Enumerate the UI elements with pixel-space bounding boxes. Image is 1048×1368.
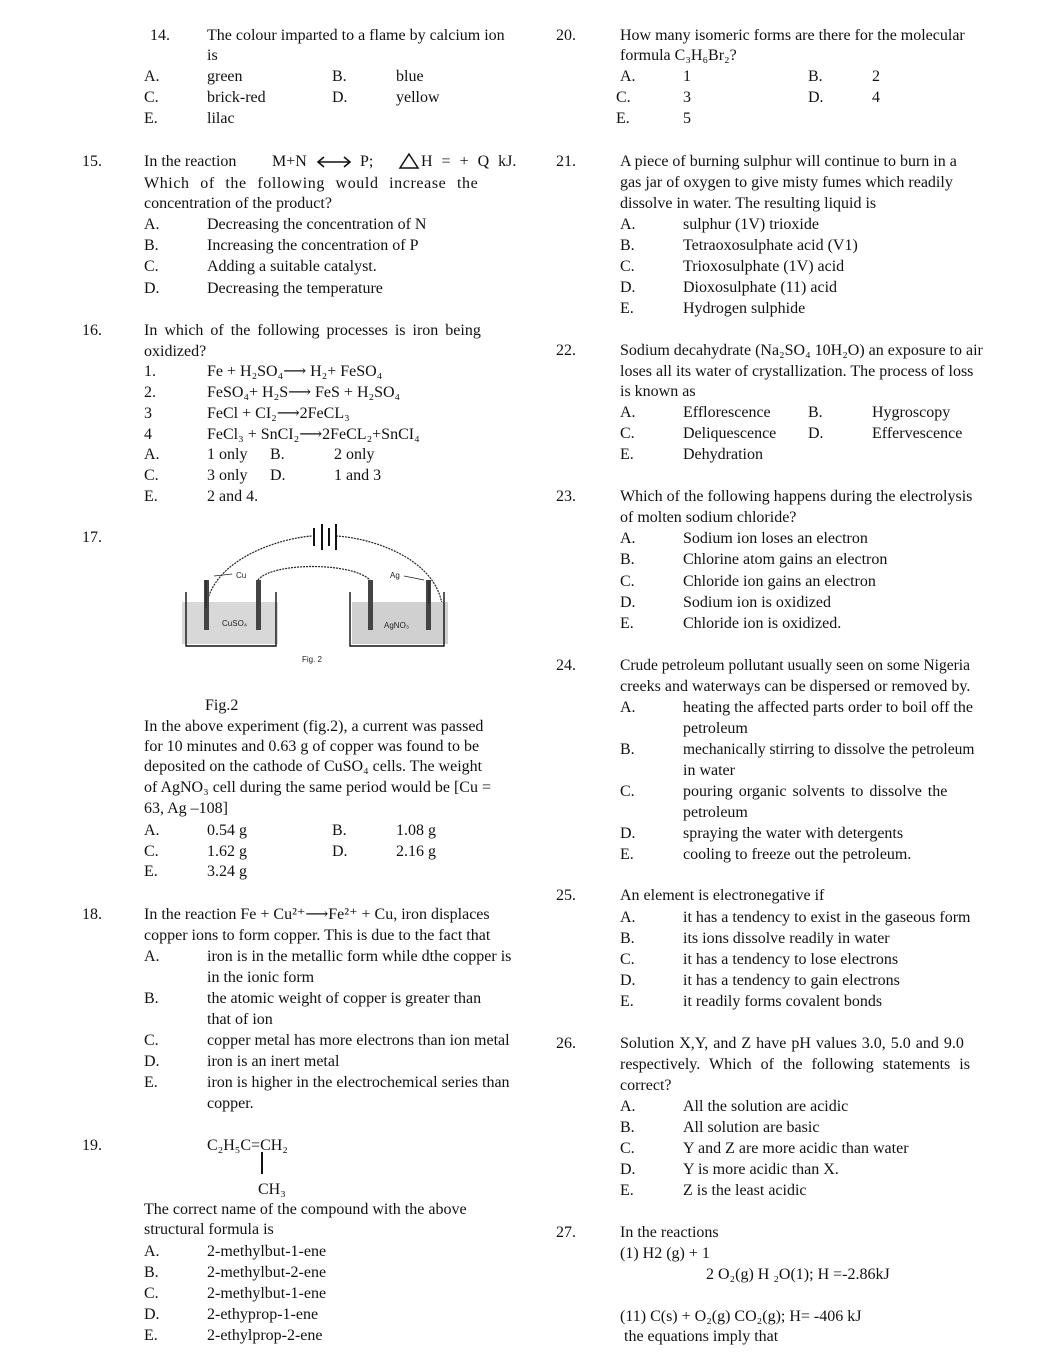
question-number: 25. (556, 887, 576, 904)
option-text: 1.08 g (396, 822, 436, 839)
option-letter: E. (144, 1074, 158, 1091)
option-text: Dehydration (683, 446, 763, 463)
item-number: 2. (144, 384, 156, 401)
question-stem: structural formula is (144, 1221, 274, 1238)
equilibrium-arrow-icon (314, 154, 354, 170)
item-equation: Fe + H₂SO₄⟶ H₂+ FeSO₄ (207, 363, 383, 380)
option-text: 1 (683, 68, 691, 85)
question-number: 19. (82, 1137, 102, 1154)
option-text: All solution are basic (683, 1119, 820, 1136)
question-stem: correct? (620, 1077, 672, 1094)
option-letter: A. (620, 216, 636, 233)
option-letter: E. (144, 488, 158, 505)
option-letter: B. (332, 822, 347, 839)
option-letter: C. (144, 258, 159, 275)
option-letter: B. (620, 551, 635, 568)
option-text: sulphur (1V) trioxide (683, 216, 819, 233)
option-text: Y is more acidic than X. (683, 1161, 839, 1178)
option-text: mechanically stirring to dissolve the petroleum (683, 741, 975, 758)
item-number: 4 (144, 426, 152, 443)
option-text: Dioxosulphate (11) acid (683, 279, 838, 296)
option-text: Chloride ion gains an electron (683, 573, 876, 590)
question-number: 23. (556, 488, 576, 505)
question-number: 18. (82, 906, 102, 923)
option-text: iron is in the metallic form while dthe copper is (207, 948, 512, 965)
option-text: green (207, 68, 243, 85)
option-text: petroleum (683, 804, 748, 821)
option-letter: C. (144, 89, 159, 106)
option-letter: A. (620, 909, 636, 926)
equation-line: (11) C(s) + O₂(g) CO₂(g); H= -406 kJ (620, 1308, 862, 1325)
option-letter: A. (620, 530, 636, 547)
question-stem: In which of the following processes is iron being (144, 322, 481, 339)
question-stem: An element is electronegative if (620, 887, 825, 904)
option-letter: A. (144, 948, 160, 965)
option-letter: D. (620, 1161, 636, 1178)
option-letter: C. (620, 1140, 635, 1157)
option-text: brick-red (207, 89, 266, 106)
option-text: 2.16 g (396, 843, 436, 860)
option-text: Sodium ion loses an electron (683, 530, 868, 547)
question-stem: In the reactions (620, 1224, 719, 1241)
option-letter: C. (144, 1032, 159, 1049)
question-stem: is (207, 47, 218, 64)
question-stem: Sodium decahydrate (Na₂SO₄ 10H₂O) an exposure to air (620, 342, 983, 359)
option-text: it has a tendency to exist in the gaseous form (683, 909, 971, 926)
option-text: Hydrogen sulphide (683, 300, 806, 317)
option-letter: C. (620, 258, 635, 275)
question-number: 24. (556, 657, 576, 674)
option-text: 2-methylbut-1-ene (207, 1285, 327, 1302)
option-text: 0.54 g (207, 822, 247, 839)
option-letter: E. (620, 846, 634, 863)
option-letter: E. (620, 300, 634, 317)
option-letter: E. (616, 110, 630, 127)
option-letter: A. (144, 216, 160, 233)
equation-line: 2 O₂(g) H ₂O(1); H =-2.86kJ (706, 1266, 890, 1283)
label-cu: Cu (236, 571, 247, 580)
option-letter: E. (620, 615, 634, 632)
option-text: its ions dissolve readily in water (683, 930, 890, 947)
enthalpy-text: H = + Q kJ. (421, 153, 517, 170)
option-text: Hygroscopy (872, 404, 951, 421)
question-number: 20. (556, 27, 576, 44)
option-letter: A. (144, 446, 160, 463)
option-text: pouring organic solvents to dissolve the (683, 783, 948, 800)
question-stem: A piece of burning sulphur will continue to burn in a (620, 153, 957, 170)
option-letter: C. (144, 1285, 159, 1302)
item-number: 1. (144, 363, 156, 380)
option-letter: A. (620, 68, 636, 85)
option-letter: B. (270, 446, 285, 463)
option-letter: D. (620, 825, 636, 842)
option-text: Y and Z are more acidic than water (683, 1140, 909, 1157)
option-text: 2-methylbut-1-ene (207, 1243, 327, 1260)
question-stem: creeks and waterways can be dispersed or removed by. (620, 678, 971, 695)
option-text: spraying the water with detergents (683, 825, 904, 842)
question-stem: The correct name of the compound with the above (144, 1201, 467, 1218)
question-stem: for 10 minutes and 0.63 g of copper was found to be (144, 738, 480, 755)
option-text: 3.24 g (207, 863, 247, 880)
item-equation: FeCl₃ + SnCI₂⟶2FeCL₂+SnCI₄ (207, 426, 420, 443)
option-letter: E. (620, 446, 634, 463)
option-letter: D. (620, 972, 636, 989)
option-letter: D. (332, 89, 348, 106)
option-letter: C. (616, 89, 631, 106)
option-text: Efflorescence (683, 404, 771, 421)
option-letter: E. (144, 110, 158, 127)
option-text: 1.62 g (207, 843, 247, 860)
question-number: 15. (82, 153, 102, 170)
option-letter: A. (144, 68, 160, 85)
option-letter: D. (808, 89, 824, 106)
option-letter: B. (332, 68, 347, 85)
option-text: Decreasing the concentration of N (207, 216, 427, 233)
option-text: heating the affected parts order to boil off the (683, 699, 973, 716)
option-text: that of ion (207, 1011, 273, 1028)
option-letter: E. (620, 1182, 634, 1199)
question-number: 21. (556, 153, 576, 170)
option-text: it has a tendency to lose electrons (683, 951, 899, 968)
option-text: Chlorine atom gains an electron (683, 551, 888, 568)
question-stem: dissolve in water. The resulting liquid is (620, 195, 877, 212)
question-number: 14. (150, 27, 170, 44)
option-text: Decreasing the temperature (207, 280, 383, 297)
option-letter: B. (620, 741, 635, 758)
option-text: Increasing the concentration of P (207, 237, 419, 254)
question-stem: In the reaction (144, 153, 237, 170)
option-letter: A. (620, 699, 636, 716)
option-text: Effervescence (872, 425, 963, 442)
option-letter: E. (144, 863, 158, 880)
question-stem: respectively. Which of the following statements is (620, 1056, 970, 1073)
option-letter: C. (620, 573, 635, 590)
option-letter: B. (808, 404, 823, 421)
question-stem: loses all its water of crystallization. The process of loss (620, 363, 974, 380)
option-letter: C. (620, 783, 635, 800)
option-letter: B. (144, 990, 159, 1007)
option-text: 1 and 3 (334, 467, 382, 484)
question-number: 22. (556, 342, 576, 359)
option-letter: B. (620, 1119, 635, 1136)
question-stem: deposited on the cathode of CuSO₄ cells. The weight (144, 758, 483, 775)
option-text: 4 (872, 89, 880, 106)
option-text: All the solution are acidic (683, 1098, 849, 1115)
option-text: in water (683, 762, 735, 779)
label-cuso4: CuSO₄ (222, 619, 248, 628)
option-text: iron is an inert metal (207, 1053, 340, 1070)
label-ag: Ag (390, 571, 400, 580)
option-text: Deliquescence (683, 425, 777, 442)
question-stem: is known as (620, 383, 696, 400)
question-stem: The colour imparted to a flame by calcium ion (207, 27, 505, 44)
question-stem: copper ions to form copper. This is due to the fact that (144, 927, 491, 944)
question-stem: 63, Ag –108] (144, 800, 228, 817)
question-stem: In the reaction Fe + Cu²⁺⟶Fe²⁺ + Cu, iron displaces (144, 906, 490, 923)
figure-caption: Fig.2 (205, 697, 239, 714)
option-text: 2 and 4. (207, 488, 259, 505)
option-text: it readily forms covalent bonds (683, 993, 883, 1010)
option-text: the atomic weight of copper is greater than (207, 990, 482, 1007)
option-letter: C. (144, 467, 159, 484)
question-stem: formula C₃H₆Br₂? (620, 47, 737, 64)
structural-formula-top: C₂H₅C=CH₂ (207, 1137, 288, 1154)
option-letter: D. (620, 279, 636, 296)
option-letter: D. (144, 1306, 160, 1323)
option-letter: A. (620, 404, 636, 421)
option-letter: E. (620, 993, 634, 1010)
equation-line: (1) H2 (g) + 1 (620, 1245, 710, 1262)
option-text: Tetraoxosulphate acid (V1) (683, 237, 858, 254)
option-letter: A. (144, 822, 160, 839)
option-letter: C. (620, 951, 635, 968)
equation-left: M+N (272, 153, 307, 170)
option-text: 2 (872, 68, 880, 85)
electrolysis-diagram (172, 518, 468, 668)
question-number: 27. (556, 1224, 576, 1241)
option-text: lilac (207, 110, 235, 127)
question-stem: Crude petroleum pollutant usually seen on some Nigeria (620, 657, 970, 674)
question-stem: concentration of the product? (144, 195, 332, 212)
option-text: yellow (396, 89, 440, 106)
option-text: 2-ethylprop-2-ene (207, 1327, 323, 1344)
question-stem: gas jar of oxygen to give misty fumes which readily (620, 174, 953, 191)
option-letter: D. (808, 425, 824, 442)
option-text: Trioxosulphate (1V) acid (683, 258, 845, 275)
option-text: Sodium ion is oxidized (683, 594, 831, 611)
item-equation: FeCl + CI₂⟶2FeCL₃ (207, 405, 350, 422)
option-text: 2-methylbut-2-ene (207, 1264, 327, 1281)
option-letter: B. (808, 68, 823, 85)
option-letter: D. (270, 467, 286, 484)
option-letter: A. (620, 1098, 636, 1115)
option-text: 2-ethyprop-1-ene (207, 1306, 319, 1323)
option-text: Chloride ion is oxidized. (683, 615, 842, 632)
option-letter: B. (620, 237, 635, 254)
option-text: 3 only (207, 467, 248, 484)
option-letter: A. (144, 1243, 160, 1260)
question-stem: Which of the following would increase the (144, 175, 479, 192)
option-text: it has a tendency to gain electrons (683, 972, 900, 989)
question-stem: In the above experiment (fig.2), a current was passed (144, 718, 484, 735)
option-text: cooling to freeze out the petroleum. (683, 846, 912, 863)
question-stem: of molten sodium chloride? (620, 509, 797, 526)
option-text: 3 (683, 89, 691, 106)
equation-right: P; (360, 153, 374, 170)
option-letter: C. (620, 425, 635, 442)
question-stem: Which of the following happens during the electrolysis (620, 488, 973, 505)
option-letter: B. (144, 1264, 159, 1281)
figure-label: Fig. 2 (302, 655, 323, 664)
item-number: 3 (144, 405, 152, 422)
option-text: iron is higher in the electrochemical series than (207, 1074, 510, 1091)
option-text: copper. (207, 1095, 254, 1112)
option-text: 5 (683, 110, 691, 127)
question-stem: Solution X,Y, and Z have pH values 3.0, 5.0 and 9.0 (620, 1035, 964, 1052)
delta-icon (398, 152, 420, 170)
question-number: 16. (82, 322, 102, 339)
bond-line-icon (258, 1152, 266, 1176)
option-text: blue (396, 68, 424, 85)
question-stem: the equations imply that (624, 1328, 779, 1345)
option-letter: D. (332, 843, 348, 860)
question-stem: oxidized? (144, 343, 207, 360)
option-text: petroleum (683, 720, 748, 737)
option-letter: E. (144, 1327, 158, 1344)
question-number: 17. (82, 529, 102, 546)
option-letter: B. (144, 237, 159, 254)
question-number: 26. (556, 1035, 576, 1052)
option-letter: B. (620, 930, 635, 947)
option-letter: D. (144, 1053, 160, 1070)
option-letter: D. (620, 594, 636, 611)
option-text: 2 only (334, 446, 375, 463)
option-letter: C. (144, 843, 159, 860)
option-letter: D. (144, 280, 160, 297)
option-text: 1 only (207, 446, 248, 463)
option-text: in the ionic form (207, 969, 315, 986)
item-equation: FeSO₄+ H₂S⟶ FeS + H₂SO₄ (207, 384, 401, 401)
option-text: copper metal has more electrons than ion metal (207, 1032, 510, 1049)
option-text: Z is the least acidic (683, 1182, 807, 1199)
option-text: Adding a suitable catalyst. (207, 258, 377, 275)
label-agno3: AgNO₃ (384, 621, 410, 630)
question-stem: How many isomeric forms are there for the molecular (620, 27, 965, 44)
question-stem: of AgNO₃ cell during the same period would be [Cu = (144, 779, 491, 796)
structural-formula-bottom: CH₃ (258, 1181, 286, 1198)
